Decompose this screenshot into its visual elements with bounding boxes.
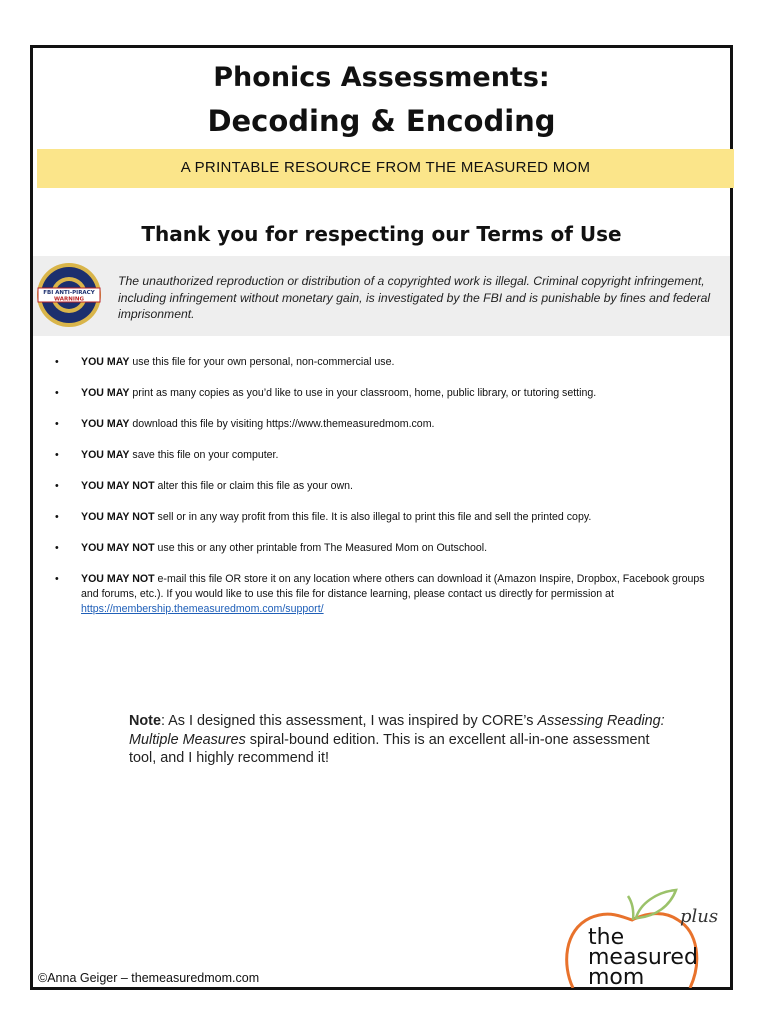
svg-text:the: the <box>588 925 625 950</box>
subtitle-banner <box>37 149 734 188</box>
book-title: Assessing Reading: Multiple Measures <box>129 713 665 748</box>
svg-text:FBI ANTI-PIRACY: FBI ANTI-PIRACY <box>43 290 95 296</box>
list-item: • YOU MAY download this file by visiting https://www.themeasuredmom.com. <box>55 418 435 430</box>
terms-heading: Thank you for respecting our Terms of Use <box>141 222 622 246</box>
svg-text:WARNING: WARNING <box>53 296 85 303</box>
list-item: • YOU MAY NOT use this or any other printable from The Measured Mom on Outschool. <box>55 542 488 554</box>
list-item: • YOU MAY NOT e-mail this file OR store it on any location where others can download it (Amazon Inspire, Dropbox, Facebook groups and forums, etc.). If you would like to use this file for distance learning, please contact us directly for permission at https://membership.themeasuredmom.com/support/ <box>55 573 705 615</box>
terms-list <box>55 355 725 617</box>
note-label: Note <box>129 713 161 729</box>
list-item: • YOU MAY NOT alter this file or claim this file as your own. <box>55 480 354 492</box>
note-paragraph: Note: As I designed this assessment, I was inspired by CORE’s Assessing Reading: Multiple Measures spiral-bound edition. This is an excellent all-in-one assessment tool, and I highly recommend it! <box>129 713 665 766</box>
measured-mom-logo <box>560 880 735 988</box>
list-item: • YOU MAY print as many copies as you’d like to use in your classroom, home, public library, or tutoring setting. <box>55 387 597 399</box>
piracy-warning-box <box>33 256 730 336</box>
svg-text:mom: mom <box>588 965 645 988</box>
list-item: • YOU MAY save this file on your computer. <box>55 449 279 461</box>
page-title-line2: Decoding & Encoding <box>207 104 556 138</box>
list-item: • YOU MAY use this file for your own personal, non-commercial use. <box>55 356 395 368</box>
svg-text:measured: measured <box>588 945 698 970</box>
fbi-seal-icon <box>36 262 102 328</box>
banner-text: A PRINTABLE RESOURCE FROM THE MEASURED MOM <box>180 159 591 176</box>
list-item: • YOU MAY NOT sell or in any way profit from this file. It is also illegal to print this file and sell the printed copy. <box>55 511 592 523</box>
support-link[interactable]: https://membership.themeasuredmom.com/support/ <box>81 603 324 615</box>
warning-text: The unauthorized reproduction or distribution of a copyrighted work is illegal. Criminal copyright infringement, including infringement without monetary gain, is investigated by the FBI and is punishable by fines and federal imprisonment. <box>118 274 711 321</box>
svg-text:plus: plus <box>680 906 719 927</box>
page-title-line1: Phonics Assessments: <box>213 62 550 93</box>
footer-copyright: ©Anna Geiger – themeasuredmom.com <box>38 971 260 985</box>
